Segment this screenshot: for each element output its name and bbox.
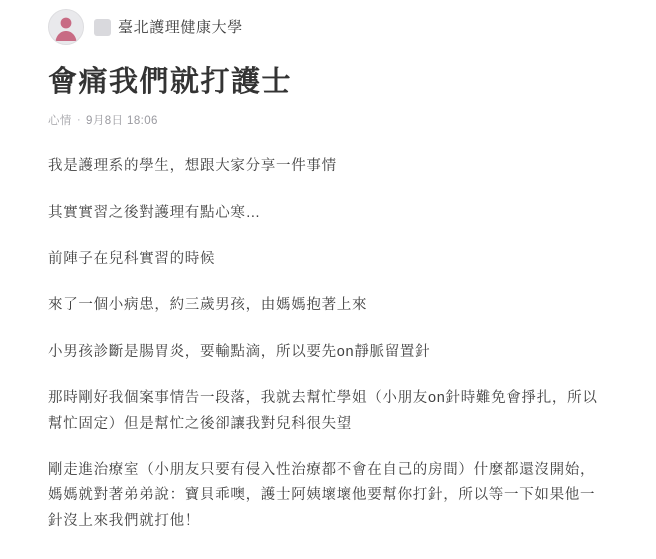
post-meta [48, 112, 608, 128]
meta-separator: · [76, 114, 82, 127]
school-name: 臺北護理健康大學 [118, 18, 243, 36]
school-badge-icon [94, 19, 111, 36]
post-paragraph: 剛走進治療室（小朋友只要有侵入性治療都不會在自己的房間）什麼都還沒開始，媽媽就對著弟弟說：寶貝乖噢，護士阿姨壞壞他要幫你打針，所以等一下如果他一針沒上來我們就打他！ [48, 461, 596, 529]
post-body [48, 154, 608, 534]
mood-label[interactable]: 心情 [48, 115, 72, 128]
page-title: 會痛我們就打護士 [48, 66, 293, 98]
post-paragraph: 小男孩診斷是腸胃炎，要輸點滴，所以要先on靜脈留置針 [48, 343, 431, 360]
post-paragraph: 前陣子在兒科實習的時候 [48, 251, 216, 267]
post-paragraph: 我是護理系的學生，想跟大家分享一件事情 [48, 158, 337, 175]
post-date: 9月8日 18:06 [86, 115, 158, 128]
post-paragraph: 其實實習之後對護理有點心寒… [48, 204, 261, 221]
school-info[interactable] [94, 19, 243, 36]
user-avatar-icon[interactable] [48, 9, 84, 45]
post-paragraph: 那時剛好我個案事情告一段落，我就去幫忙學姐（小朋友on針時難免會掙扎，所以幫忙固定）但是幫忙之後卻讓我對兒科很失望 [48, 390, 598, 432]
post-header [48, 0, 608, 52]
post-paragraph: 來了一個小病患，約三歲男孩，由媽媽抱著上來 [48, 297, 368, 314]
